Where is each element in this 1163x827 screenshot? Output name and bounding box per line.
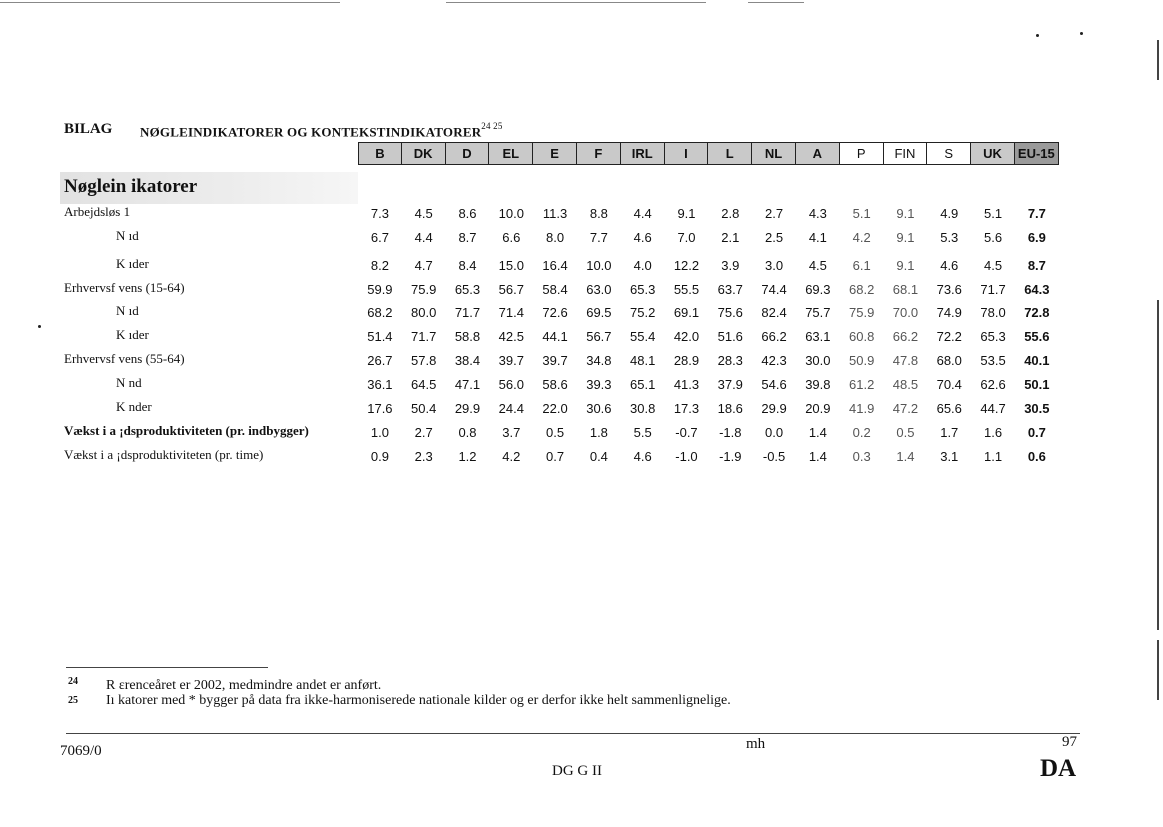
table-cell: 3.7 <box>502 425 521 440</box>
table-cell: 53.5 <box>980 353 1006 368</box>
table-cell: -0.5 <box>762 449 786 464</box>
language-code: DA <box>1040 755 1077 782</box>
table-cell: 63.0 <box>586 282 612 297</box>
table-cell: 65.3 <box>980 329 1006 344</box>
table-cell: 61.2 <box>849 377 875 392</box>
table-row <box>0 373 1163 395</box>
table-cell: 70.0 <box>892 305 919 320</box>
column-header: UK <box>971 142 1015 165</box>
table-cell: 65.3 <box>630 282 656 297</box>
footnote-number: 24 <box>68 676 78 687</box>
footnote-text: Iı katorer med * bygger på data fra ikke-harmoniserede nationale kilder og er derfor ikke helt sammenlignelige. <box>106 693 731 708</box>
table-cell: 75.6 <box>717 305 743 320</box>
footnote-refs: 24 25 <box>481 121 503 131</box>
table-cell: 74.4 <box>761 282 787 297</box>
document-id: 7069/0 <box>60 743 102 759</box>
table-cell: 59.9 <box>367 282 393 297</box>
table-cell: 2.7 <box>414 425 433 440</box>
table-cell: 56.7 <box>498 282 524 297</box>
table-cell: 37.9 <box>717 377 743 392</box>
table-cell: 58.8 <box>454 329 481 344</box>
table-cell: 30.6 <box>586 401 612 416</box>
table-cell: 29.9 <box>454 401 481 416</box>
row-values <box>358 301 1059 320</box>
table-cell: 1.4 <box>808 449 827 464</box>
table-cell: 4.3 <box>808 206 827 221</box>
row-label: Erhvervsf vens (55-64) <box>64 351 185 366</box>
table-cell: 75.9 <box>411 282 437 297</box>
table-cell: 2.1 <box>721 230 740 245</box>
directorate-label: DG G II <box>552 763 602 779</box>
scan-speck <box>1080 32 1083 35</box>
row-values <box>358 397 1059 416</box>
table-cell: 4.4 <box>633 206 652 221</box>
table-cell: 8.2 <box>370 258 389 273</box>
table-cell: 17.6 <box>367 401 393 416</box>
table-row <box>0 226 1163 248</box>
row-label: Erhvervsf vens (15-64) <box>64 280 185 295</box>
table-cell: 44.7 <box>980 401 1006 416</box>
table-cell: 48.5 <box>892 377 919 392</box>
table-cell: 4.6 <box>633 230 652 245</box>
table-cell: 24.4 <box>498 401 524 416</box>
table-cell: 6.1 <box>852 258 871 273</box>
table-cell: 41.3 <box>673 377 700 392</box>
table-cell: -1.8 <box>719 425 742 440</box>
table-cell: 5.1 <box>852 206 871 221</box>
table-cell: 56.7 <box>586 329 612 344</box>
table-cell: 0.6 <box>1027 449 1046 464</box>
table-cell: 9.1 <box>896 258 915 273</box>
table-cell: 4.5 <box>984 258 1003 273</box>
table-cell: 0.4 <box>589 449 608 464</box>
table-cell: 75.2 <box>630 305 656 320</box>
table-cell: 1.0 <box>370 425 389 440</box>
table-cell: 0.5 <box>546 425 565 440</box>
row-label: K ıder <box>116 256 149 271</box>
column-header: P <box>840 142 884 165</box>
table-cell: 0.8 <box>458 425 477 440</box>
table-cell: 47.1 <box>454 377 481 392</box>
table-cell: 5.3 <box>940 230 959 245</box>
table-cell: 71.7 <box>980 282 1006 297</box>
table-cell: 10.0 <box>498 206 524 221</box>
table-cell: 39.8 <box>805 377 831 392</box>
table-cell: 5.6 <box>984 230 1003 245</box>
footnote-separator <box>66 667 268 668</box>
column-header: NL <box>752 142 796 165</box>
table-cell: 4.5 <box>414 206 433 221</box>
row-label: K ıder <box>116 327 149 342</box>
section-title: Nøglein ikatorer <box>64 176 198 197</box>
table-row <box>0 397 1163 419</box>
table-cell: 40.1 <box>1024 353 1050 368</box>
row-label: K nder <box>116 399 152 414</box>
row-values <box>358 278 1059 297</box>
table-cell: 16.4 <box>542 258 568 273</box>
table-cell: 5.5 <box>633 425 652 440</box>
table-cell: 64.5 <box>411 377 437 392</box>
row-values <box>358 421 1059 440</box>
table-cell: 8.7 <box>458 230 477 245</box>
column-header: F <box>577 142 621 165</box>
table-cell: 26.7 <box>367 353 393 368</box>
country-header-row <box>358 142 1059 165</box>
table-cell: 58.4 <box>542 282 568 297</box>
table-row <box>0 202 1163 224</box>
table-cell: 28.3 <box>717 353 743 368</box>
table-cell: 51.6 <box>717 329 743 344</box>
table-cell: 6.7 <box>370 230 389 245</box>
row-label: Arbejdsløs 1 <box>64 204 131 219</box>
table-cell: 17.3 <box>673 401 700 416</box>
table-cell: 75.7 <box>805 305 831 320</box>
table-cell: 20.9 <box>805 401 831 416</box>
row-label: N ıd <box>116 228 139 243</box>
table-row <box>0 349 1163 371</box>
table-cell: 72.2 <box>936 329 962 344</box>
table-cell: 8.6 <box>458 206 477 221</box>
column-header: S <box>927 142 971 165</box>
table-cell: 68.2 <box>849 282 875 297</box>
table-cell: 69.5 <box>586 305 612 320</box>
column-header: L <box>708 142 752 165</box>
table-cell: 7.3 <box>370 206 389 221</box>
table-cell: 5.1 <box>984 206 1003 221</box>
table-cell: 30.8 <box>630 401 656 416</box>
annex-label: BILAG <box>64 121 113 137</box>
table-cell: 1.4 <box>896 449 915 464</box>
table-cell: 50.1 <box>1024 377 1050 392</box>
column-header: I <box>665 142 709 165</box>
table-cell: 11.3 <box>542 206 568 221</box>
table-row <box>0 254 1163 276</box>
table-cell: 64.3 <box>1024 282 1050 297</box>
table-cell: 1.8 <box>589 425 608 440</box>
row-label: Vækst i a ¡dsproduktiviteten (pr. indbygger) <box>64 423 309 438</box>
table-cell: 42.5 <box>498 329 524 344</box>
table-cell: 15.0 <box>498 258 524 273</box>
table-cell: 4.6 <box>940 258 959 273</box>
table-cell: 3.9 <box>721 258 740 273</box>
table-cell: 10.0 <box>586 258 612 273</box>
table-row <box>0 278 1163 300</box>
table-cell: 29.9 <box>761 401 787 416</box>
table-row <box>0 301 1163 323</box>
page-number: 97 <box>1062 734 1077 750</box>
column-header: FIN <box>884 142 928 165</box>
table-cell: 9.1 <box>677 206 696 221</box>
table-cell: 2.5 <box>765 230 784 245</box>
table-cell: 4.6 <box>633 449 652 464</box>
table-cell: 47.2 <box>892 401 919 416</box>
table-cell: 41.9 <box>849 401 875 416</box>
row-label: Vækst i a ¡dsproduktiviteten (pr. time) <box>64 447 264 462</box>
scan-edge-mark <box>1157 40 1159 80</box>
table-cell: 0.7 <box>1027 425 1046 440</box>
table-cell: 71.7 <box>411 329 437 344</box>
top-scan-line <box>0 2 340 3</box>
table-cell: 6.6 <box>502 230 521 245</box>
table-cell: 12.2 <box>673 258 700 273</box>
table-cell: 65.3 <box>454 282 481 297</box>
table-cell: 4.7 <box>414 258 433 273</box>
table-cell: 0.3 <box>852 449 871 464</box>
table-cell: 54.6 <box>761 377 787 392</box>
table-cell: 68.2 <box>367 305 393 320</box>
table-cell: 39.7 <box>498 353 524 368</box>
footnote-text: R ɛrenceåret er 2002, medmindre andet er anført. <box>106 678 382 693</box>
table-row <box>0 325 1163 347</box>
table-cell: 70.4 <box>936 377 962 392</box>
table-cell: 58.6 <box>542 377 568 392</box>
table-cell: 4.9 <box>940 206 959 221</box>
table-cell: 4.2 <box>502 449 521 464</box>
table-cell: 57.8 <box>411 353 437 368</box>
table-cell: 8.7 <box>1027 258 1046 273</box>
table-cell: 80.0 <box>411 305 437 320</box>
column-header: EL <box>489 142 533 165</box>
table-cell: 51.4 <box>367 329 393 344</box>
column-header: E <box>533 142 577 165</box>
table-cell: 2.7 <box>765 206 784 221</box>
table-cell: 65.6 <box>936 401 962 416</box>
table-cell: 4.1 <box>808 230 827 245</box>
top-scan-line <box>446 2 706 3</box>
table-cell: -1.0 <box>675 449 698 464</box>
table-cell: 34.8 <box>586 353 612 368</box>
table-cell: 4.2 <box>852 230 871 245</box>
table-cell: 4.0 <box>633 258 652 273</box>
top-scan-line <box>748 2 804 3</box>
footer-rule <box>66 733 1080 734</box>
table-cell: 69.3 <box>805 282 831 297</box>
table-cell: 1.2 <box>458 449 477 464</box>
scan-speck <box>1036 34 1039 37</box>
column-header: B <box>358 142 402 165</box>
table-cell: 8.8 <box>589 206 608 221</box>
column-header: DK <box>402 142 446 165</box>
column-header: A <box>796 142 840 165</box>
table-cell: 0.0 <box>765 425 784 440</box>
table-cell: 74.9 <box>936 305 962 320</box>
row-values <box>358 349 1059 368</box>
row-values <box>358 373 1059 392</box>
row-values <box>358 202 1059 221</box>
table-cell: 9.1 <box>896 230 915 245</box>
table-cell: 36.1 <box>367 377 393 392</box>
table-cell: 66.2 <box>761 329 787 344</box>
table-cell: 73.6 <box>936 282 962 297</box>
table-cell: 39.3 <box>586 377 612 392</box>
row-values <box>358 226 1059 245</box>
table-cell: 3.1 <box>940 449 959 464</box>
table-cell: 55.5 <box>673 282 700 297</box>
table-cell: 72.6 <box>542 305 568 320</box>
table-cell: 44.1 <box>542 329 568 344</box>
table-cell: 18.6 <box>717 401 743 416</box>
table-cell: 75.9 <box>849 305 875 320</box>
table-cell: 63.7 <box>717 282 743 297</box>
table-cell: 30.0 <box>805 353 831 368</box>
scan-edge-mark <box>1157 640 1159 700</box>
table-cell: 68.1 <box>892 282 919 297</box>
table-cell: 63.1 <box>805 329 831 344</box>
table-cell: 42.3 <box>761 353 787 368</box>
table-cell: 4.5 <box>808 258 827 273</box>
table-cell: 0.9 <box>370 449 389 464</box>
table-cell: 48.1 <box>630 353 656 368</box>
table-cell: 3.0 <box>765 258 784 273</box>
footnote-number: 25 <box>68 695 78 706</box>
table-cell: 2.8 <box>721 206 740 221</box>
table-cell: 9.1 <box>896 206 915 221</box>
table-cell: 69.1 <box>673 305 700 320</box>
table-cell: 38.4 <box>454 353 481 368</box>
table-cell: 55.6 <box>1024 329 1050 344</box>
table-cell: 65.1 <box>630 377 656 392</box>
table-cell: 30.5 <box>1024 401 1050 416</box>
row-values <box>358 254 1059 273</box>
table-cell: 1.7 <box>940 425 959 440</box>
row-label: N nd <box>116 375 142 390</box>
table-cell: 71.4 <box>498 305 524 320</box>
table-cell: 4.4 <box>414 230 433 245</box>
table-cell: 55.4 <box>630 329 656 344</box>
row-label: N ıd <box>116 303 139 318</box>
table-cell: 42.0 <box>673 329 700 344</box>
table-cell: -0.7 <box>675 425 698 440</box>
column-header: IRL <box>621 142 665 165</box>
row-values <box>358 325 1059 344</box>
table-cell: 7.7 <box>589 230 608 245</box>
table-cell: 1.6 <box>984 425 1003 440</box>
table-cell: 28.9 <box>673 353 700 368</box>
table-cell: 6.9 <box>1027 230 1046 245</box>
column-header: D <box>446 142 490 165</box>
table-cell: 1.1 <box>984 449 1003 464</box>
table-cell: 8.4 <box>458 258 477 273</box>
table-cell: 0.2 <box>852 425 871 440</box>
table-cell: 47.8 <box>892 353 919 368</box>
page-title <box>140 123 503 140</box>
table-cell: 8.0 <box>546 230 565 245</box>
table-cell: 72.8 <box>1024 305 1050 320</box>
table-cell: 0.7 <box>546 449 565 464</box>
author-initials: mh <box>746 736 766 752</box>
table-cell: 78.0 <box>980 305 1006 320</box>
column-header: EU-15 <box>1015 142 1059 165</box>
table-cell: 7.7 <box>1027 206 1046 221</box>
table-cell: 39.7 <box>542 353 568 368</box>
table-cell: 50.4 <box>411 401 437 416</box>
table-cell: 22.0 <box>542 401 568 416</box>
table-cell: 7.0 <box>677 230 696 245</box>
table-cell: 50.9 <box>849 353 875 368</box>
table-cell: 82.4 <box>761 305 787 320</box>
table-cell: 68.0 <box>936 353 962 368</box>
table-cell: 71.7 <box>454 305 481 320</box>
table-cell: 62.6 <box>980 377 1006 392</box>
table-row <box>0 445 1163 467</box>
table-row <box>0 421 1163 443</box>
table-cell: 2.3 <box>414 449 433 464</box>
table-cell: 66.2 <box>892 329 919 344</box>
page-title-text: NØGLEINDIKATORER OG KONTEKSTINDIKATORER <box>140 124 482 140</box>
table-cell: 56.0 <box>498 377 524 392</box>
table-cell: 1.4 <box>808 425 827 440</box>
row-values <box>358 445 1059 464</box>
table-cell: -1.9 <box>719 449 742 464</box>
table-cell: 0.5 <box>896 425 915 440</box>
table-cell: 60.8 <box>849 329 875 344</box>
